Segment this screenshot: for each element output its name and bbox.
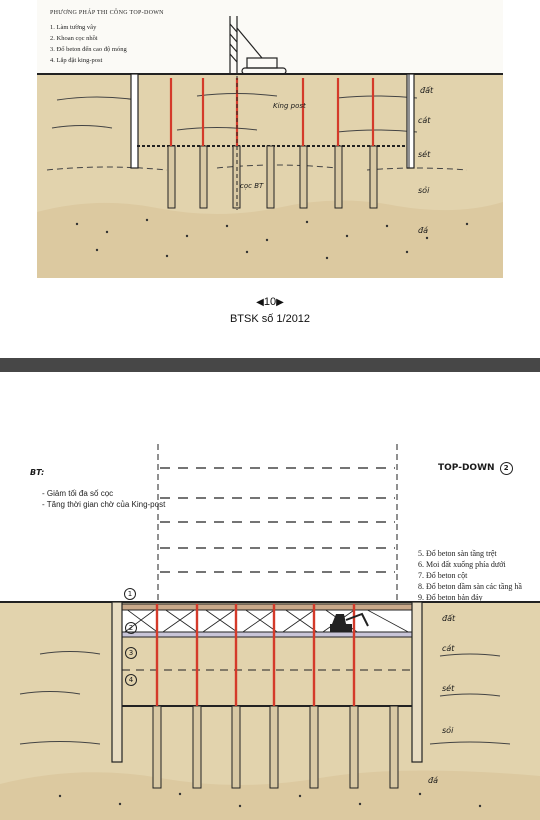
label-coc-bt: cọc BT xyxy=(240,182,264,190)
label-da: đá xyxy=(418,226,428,235)
step-7: 7. Đổ beton cột xyxy=(418,571,468,580)
page2-title xyxy=(438,462,513,475)
page-caption: BTSK số 1/2012 xyxy=(229,313,311,325)
label-set-2: sét xyxy=(442,684,455,693)
steps-block-2 xyxy=(418,548,540,603)
label-set: sét xyxy=(418,150,431,159)
label-dat: đất xyxy=(420,86,434,95)
label-soi: sỏi xyxy=(418,186,430,195)
diaphragm-wall-left-2 xyxy=(112,602,122,762)
circle-label-2: 2 xyxy=(125,622,137,634)
label-cat: cát xyxy=(418,116,431,125)
diaphragm-wall-left xyxy=(131,74,138,168)
label-cat-2: cát xyxy=(442,644,455,653)
step-8: 8. Đổ beton dầm sàn các tầng hầ xyxy=(418,582,522,591)
note-2: - Tăng thời gian chờ của King-post xyxy=(42,500,166,509)
step-3: 3. Đổ beton đến cao độ móng xyxy=(50,46,127,53)
upper-floors xyxy=(160,468,395,572)
note-1: - Giảm tối đa số cọc xyxy=(42,489,114,498)
label-king-post: King post xyxy=(273,102,306,110)
page2-title-text: TOP-DOWN xyxy=(438,463,495,473)
label-soi-2: sỏi xyxy=(442,726,454,735)
page-divider xyxy=(0,358,540,372)
page-2 xyxy=(0,372,540,820)
diaphragm-wall-right-2 xyxy=(412,602,422,762)
label-da-2: đá xyxy=(428,776,438,785)
page2-title-number: 2 xyxy=(500,462,513,475)
next-page-arrow-icon[interactable]: ▶ xyxy=(276,297,284,308)
step-2: 2. Khoan cọc nhồi xyxy=(50,35,98,42)
circle-label-4: 4 xyxy=(125,674,137,686)
page1-title: PHƯƠNG PHÁP THI CÔNG TOP-DOWN xyxy=(50,10,164,16)
label-dat-2: đất xyxy=(442,614,456,623)
step-1: 1. Làm tường vây xyxy=(50,24,97,31)
step-6: 6. Moi đất xuống phía dưới xyxy=(418,560,506,569)
page-number: 10 xyxy=(263,296,277,308)
step-9: 9. Đổ beton bản đáy xyxy=(418,593,483,602)
step-4: 4. Lắp đặt king-post xyxy=(50,57,103,64)
prev-page-arrow-icon[interactable]: ◀ xyxy=(256,297,264,308)
diaphragm-wall-right xyxy=(407,74,414,168)
page-navigator xyxy=(0,296,540,308)
page-1 xyxy=(0,0,540,358)
notes-header: BT: xyxy=(30,468,45,477)
drilling-rig xyxy=(230,16,286,74)
steps-block-1 xyxy=(50,10,164,66)
circle-label-3: 3 xyxy=(125,647,137,659)
notes-block xyxy=(42,488,165,510)
circle-label-1: 1 xyxy=(124,588,136,600)
step-5: 5. Đổ beton sàn tầng trệt xyxy=(418,549,497,558)
